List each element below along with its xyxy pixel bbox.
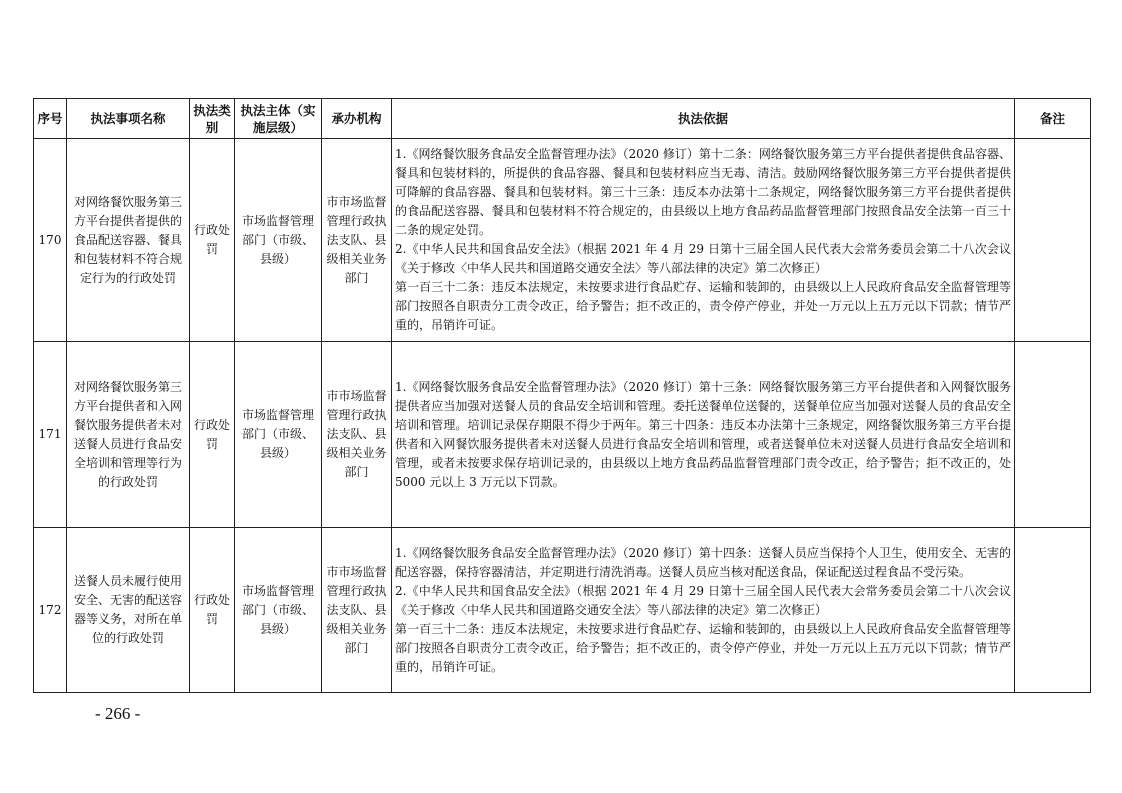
row-remark (1015, 342, 1091, 528)
row-org: 市市场监督管理行政执法支队、县级相关业务部门 (322, 139, 392, 342)
header-basis: 执法依据 (392, 99, 1015, 139)
row-org: 市市场监督管理行政执法支队、县级相关业务部门 (322, 528, 392, 693)
row-num: 172 (34, 528, 67, 693)
table-row (34, 528, 1091, 693)
basis-paragraph: 1.《网络餐饮服务食品安全监督管理办法》（2020 修订）第十四条：送餐人员应当保持个人卫生，使用安全、无害的配送容器，保持容器清洁，并定期进行清洗消毒。送餐人员应当核对配送食品，保证配送过程食品不受污染。 (395, 545, 1011, 579)
row-basis (392, 342, 1015, 528)
row-item-name: 送餐人员未履行使用安全、无害的配送容器等义务，对所在单位的行政处罚 (67, 528, 190, 693)
row-remark (1015, 528, 1091, 693)
row-org: 市市场监督管理行政执法支队、县级相关业务部门 (322, 342, 392, 528)
table-row (34, 139, 1091, 342)
basis-paragraph: 第一百三十二条：违反本法规定，未按要求进行食品贮存、运输和装卸的，由县级以上人民政府食品安全监督管理等部门按照各自职责分工责令改正，给予警告；拒不改正的，责令停产停业，并处一万元以上五万元以下罚款；情节严重的，吊销许可证。 (395, 280, 1011, 332)
row-remark (1015, 139, 1091, 342)
row-item-name: 对网络餐饮服务第三方平台提供者提供的食品配送容器、餐具和包装材料不符合规定行为的行政处罚 (67, 139, 190, 342)
enforcement-items-table (33, 98, 1091, 693)
header-name: 执法事项名称 (67, 99, 190, 139)
basis-paragraph: 1.《网络餐饮服务食品安全监督管理办法》（2020 修订）第十二条：网络餐饮服务第三方平台提供者提供食品容器、餐具和包装材料的，所提供的食品容器、餐具和包装材料应当无毒、清洁。鼓励网络餐饮服务第三方平台提供者提供可降解的食品容器、餐具和包装材料。第三十三条：违反本办法第十二条规定，网络餐饮服务第三方平台提供者提供的食品配送容器、餐具和包装材料不符合规定的，由县级以上地方食品药品监督管理部门按照食品安全法第一百三十二条的规定处罚。 (395, 147, 1011, 237)
header-category: 执法类别 (190, 99, 235, 139)
row-category: 行政处罚 (190, 342, 235, 528)
basis-paragraph: 2.《中华人民共和国食品安全法》（根据 2021 年 4 月 29 日第十三届全国人民代表大会常务委员会第二十八次会议《关于修改〈中华人民共和国道路交通安全法〉等八部法律的决定》第二次修正） (395, 242, 1011, 275)
table-row (34, 342, 1091, 528)
header-org: 承办机构 (322, 99, 392, 139)
table-header-row (34, 99, 1091, 139)
row-subject: 市场监督管理部门（市级、县级） (235, 528, 322, 693)
basis-paragraph: 2.《中华人民共和国食品安全法》（根据 2021 年 4 月 29 日第十三届全国人民代表大会常务委员会第二十八次会议《关于修改〈中华人民共和国道路交通安全法〉等八部法律的决定》第二次修正） (395, 583, 1011, 617)
page-number: - 266 - (95, 704, 141, 723)
basis-paragraph: 第一百三十二条：违反本法规定，未按要求进行食品贮存、运输和装卸的，由县级以上人民政府食品安全监督管理等部门按照各自职责分工责令改正，给予警告；拒不改正的，责令停产停业，并处一万元以上五万元以下罚款；情节严重的，吊销许可证。 (395, 621, 1011, 674)
header-remark: 备注 (1015, 99, 1091, 139)
row-basis (392, 528, 1015, 693)
header-num: 序号 (34, 99, 67, 139)
row-subject: 市场监督管理部门（市级、县级） (235, 342, 322, 528)
row-num: 170 (34, 139, 67, 342)
row-category: 行政处罚 (190, 528, 235, 693)
header-subject: 执法主体（实施层级） (235, 99, 322, 139)
row-item-name: 对网络餐饮服务第三方平台提供者和入网餐饮服务提供者未对送餐人员进行食品安全培训和管理等行为的行政处罚 (67, 342, 190, 528)
row-subject: 市场监督管理部门（市级、县级） (235, 139, 322, 342)
row-basis (392, 139, 1015, 342)
row-num: 171 (34, 342, 67, 528)
row-category: 行政处罚 (190, 139, 235, 342)
basis-paragraph: 1.《网络餐饮服务食品安全监督管理办法》（2020 修订）第十三条：网络餐饮服务第三方平台提供者和入网餐饮服务提供者应当加强对送餐人员的食品安全培训和管理。委托送餐单位送餐的，送餐单位应当加强对送餐人员的食品安全培训和管理。培训记录保存期限不得少于两年。第三十四条：违反本办法第十三条规定，网络餐饮服务第三方平台提供者和入网餐饮服务提供者未对送餐人员进行食品安全培训和管理，或者送餐单位未对送餐人员进行食品安全培训和管理，或者未按要求保存培训记录的，由县级以上地方食品药品监督管理部门责令改正，给予警告；拒不改正的，处 5000 元以上 3 万元以下罚款。 (395, 379, 1011, 489)
